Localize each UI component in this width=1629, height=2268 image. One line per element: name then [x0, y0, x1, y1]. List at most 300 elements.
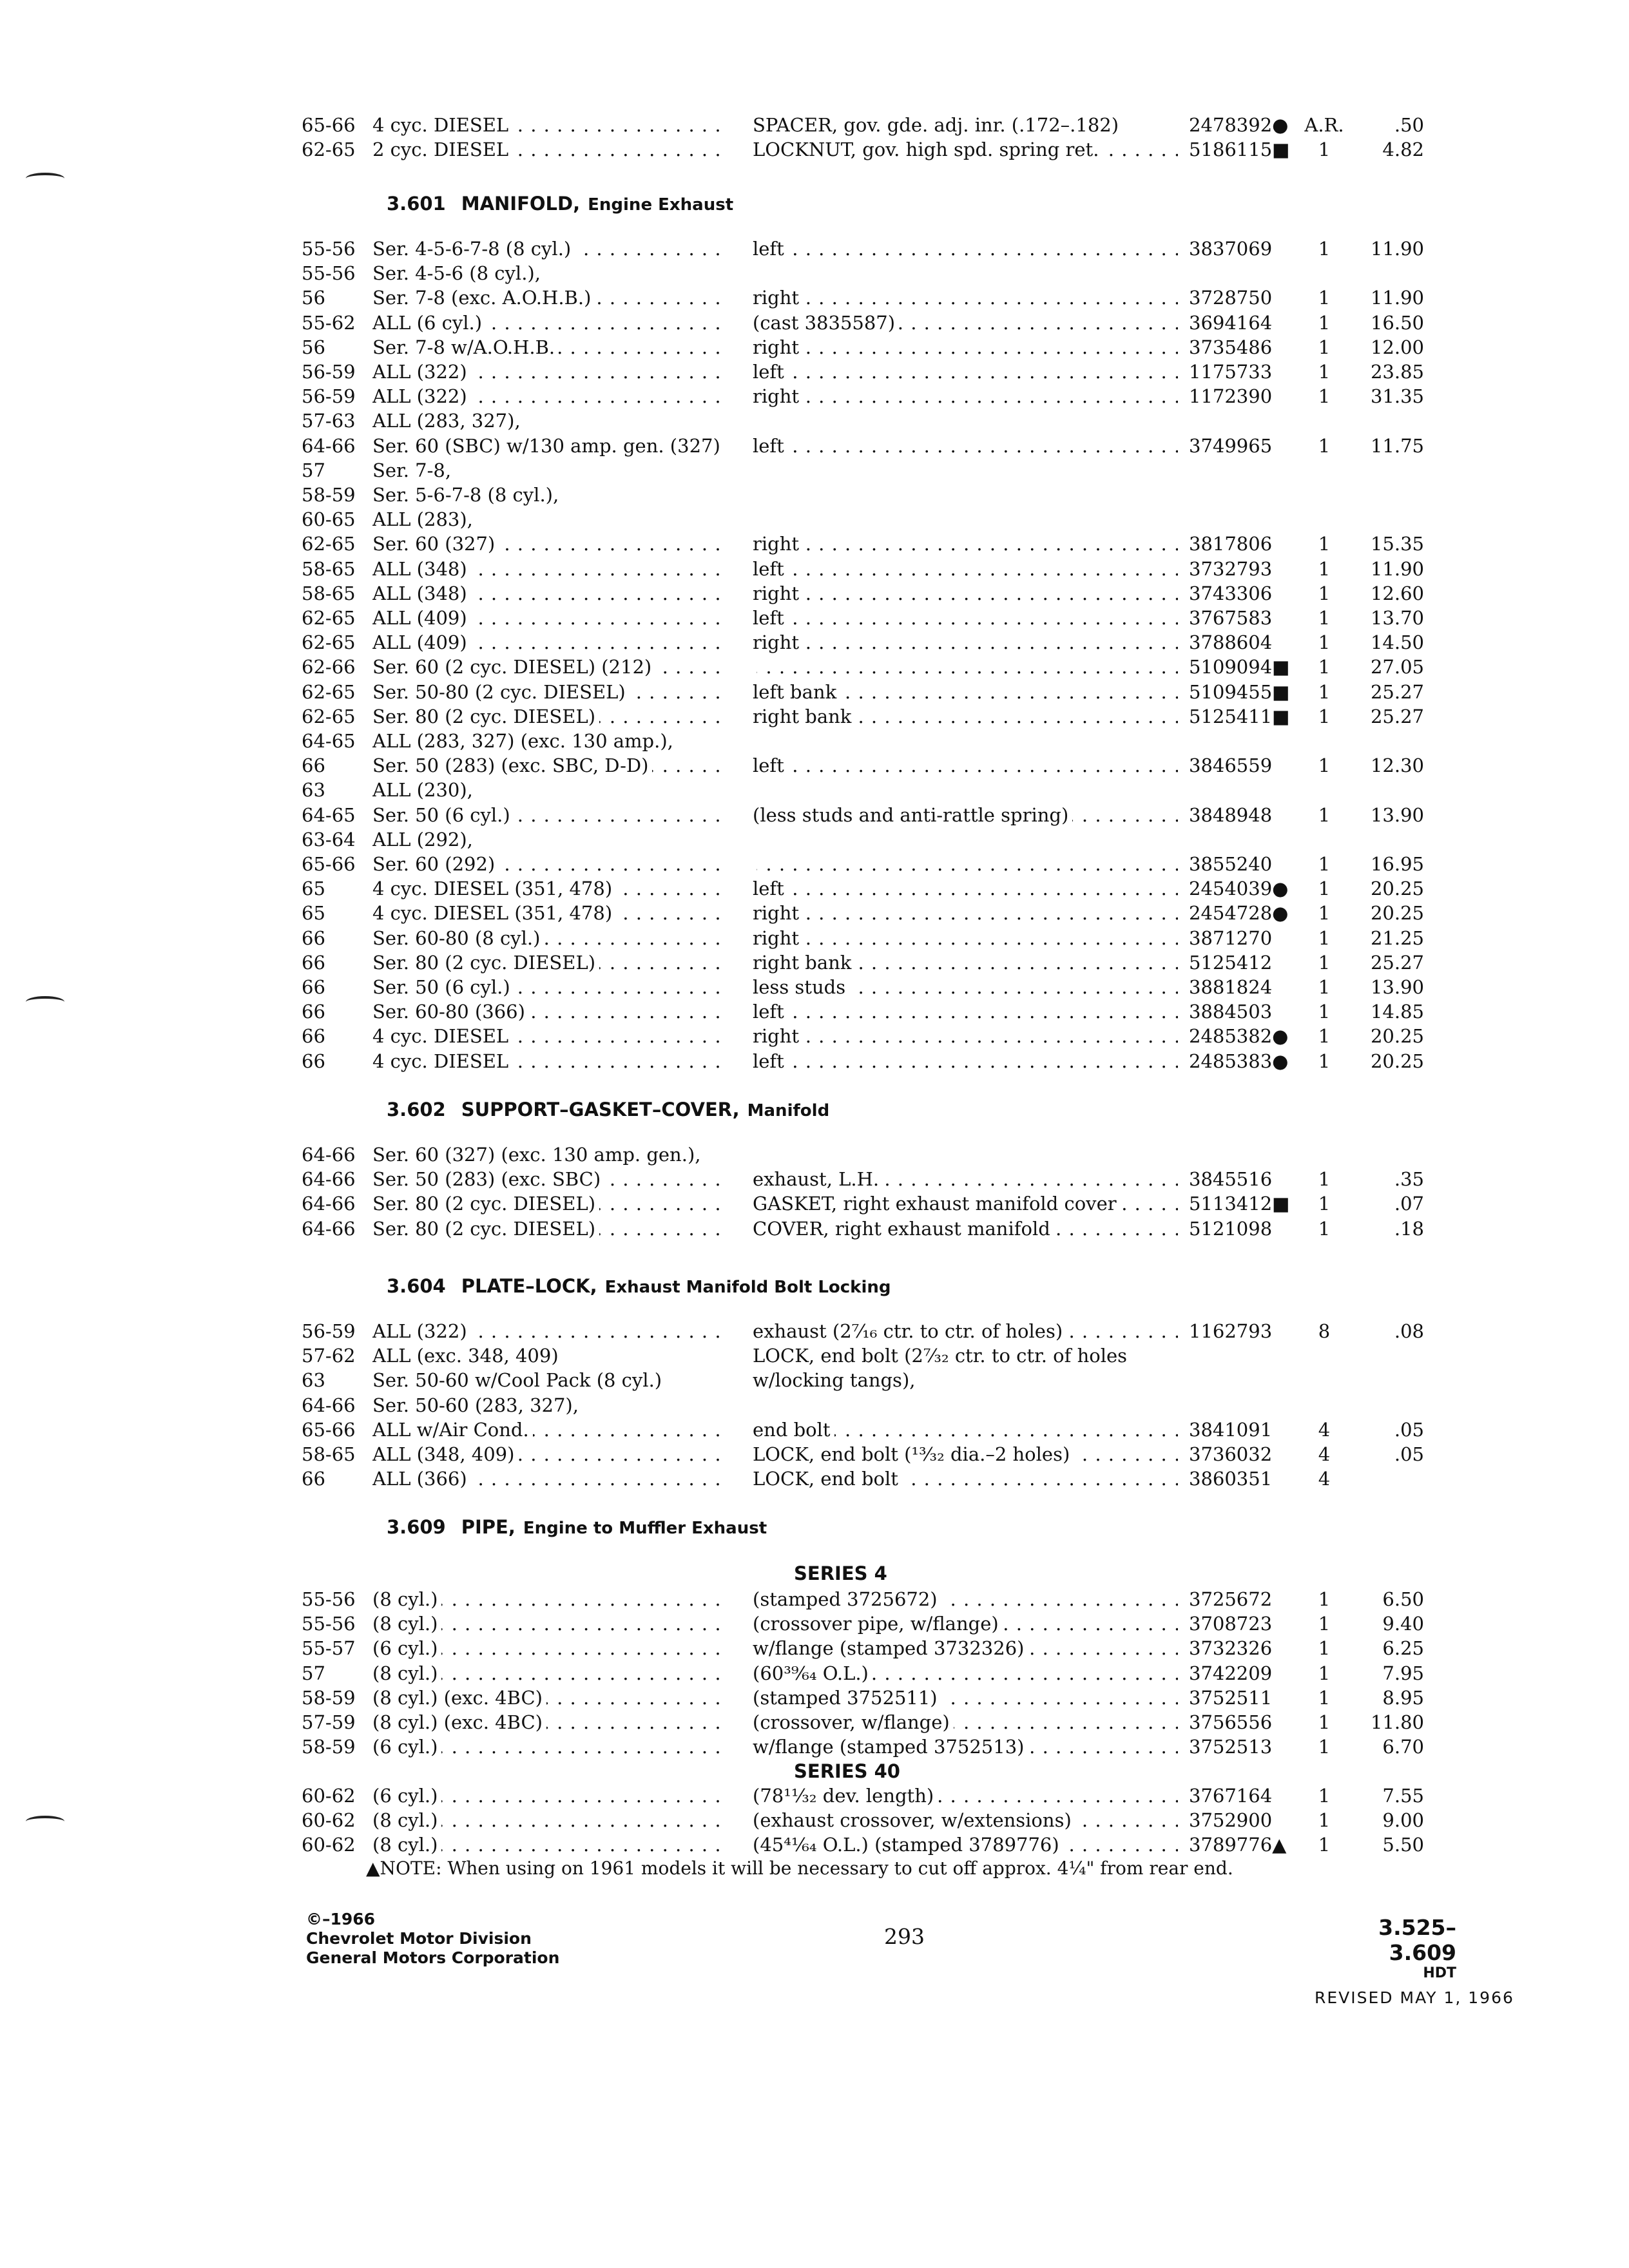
model-application-text: ALL (230),	[372, 779, 477, 801]
part-description-text	[753, 1144, 757, 1166]
model-years	[302, 556, 372, 582]
part-number-text: 3735486	[1189, 336, 1273, 358]
table-row	[0, 777, 1629, 803]
table-row	[0, 605, 1629, 631]
model-application-text: (6 cyl.)	[372, 1736, 441, 1758]
model-application	[372, 728, 728, 754]
series-heading: SERIES 4	[794, 1562, 887, 1584]
table-row	[0, 704, 1629, 729]
part-number	[1189, 1216, 1311, 1242]
table-row	[0, 1466, 1629, 1492]
model-application	[372, 605, 728, 631]
part-number-text: 3881824	[1189, 976, 1273, 998]
table-row	[0, 310, 1629, 336]
model-application	[372, 950, 728, 975]
model-years-text: 62-65	[302, 680, 356, 703]
part-number-text: 2485382●	[1189, 1025, 1289, 1048]
section-subtitle: Engine to Muffler Exhaust	[523, 1519, 767, 1538]
model-years	[302, 433, 372, 459]
model-application-text: Ser. 50 (6 cyl.)	[372, 976, 514, 998]
part-description-text: right	[753, 902, 803, 924]
model-years	[302, 1392, 372, 1418]
model-application-text: ALL (exc. 348, 409)	[372, 1345, 563, 1367]
table-row	[0, 1783, 1629, 1809]
part-description-text: right	[753, 631, 803, 653]
price-text: 9.40	[1382, 1613, 1424, 1635]
model-application	[372, 1783, 728, 1809]
model-application-text: Ser. 80 (2 cyc. DIESEL)	[372, 952, 599, 974]
part-description	[753, 1048, 1178, 1074]
model-application-text: ALL (348)	[372, 582, 471, 604]
model-application-text: Ser. 60-80 (366)	[372, 1001, 529, 1023]
model-application	[372, 900, 728, 926]
table-row	[0, 1367, 1629, 1393]
model-years-text: 57-59	[302, 1711, 356, 1733]
model-years	[302, 802, 372, 828]
part-number	[1189, 310, 1311, 336]
model-years	[302, 112, 372, 138]
part-number-text: 3845516	[1189, 1168, 1273, 1191]
part-description	[753, 851, 1178, 877]
quantity-text: 1	[1318, 656, 1331, 678]
quantity-text: 1	[1318, 607, 1331, 629]
price-text: 7.95	[1382, 1662, 1424, 1684]
model-years	[302, 1635, 372, 1661]
model-years-text: 66	[302, 927, 325, 949]
part-description-text: left	[753, 1050, 788, 1072]
price	[1340, 1807, 1424, 1833]
part-number	[1189, 950, 1311, 975]
price-text: 6.70	[1382, 1736, 1424, 1758]
table-row	[0, 1392, 1629, 1418]
part-description	[753, 1166, 1178, 1192]
model-application	[372, 704, 728, 729]
quantity-text: 1	[1318, 557, 1331, 580]
part-description	[753, 383, 1178, 409]
model-years	[302, 1216, 372, 1242]
quantity-text: 1	[1318, 927, 1331, 949]
model-years-text: 55-56	[302, 262, 356, 285]
part-description	[753, 236, 1178, 262]
model-application	[372, 310, 728, 336]
model-application	[372, 1685, 728, 1711]
copyright: ©–1966	[306, 1910, 376, 1928]
model-years	[302, 851, 372, 877]
part-number-text: 3752900	[1189, 1809, 1273, 1832]
price-text: 13.90	[1370, 976, 1424, 998]
part-description-text	[753, 459, 757, 481]
price-text: .50	[1394, 114, 1424, 136]
part-description-text	[753, 262, 757, 284]
part-description-text	[753, 853, 757, 875]
table-row	[0, 1166, 1629, 1192]
part-description	[753, 1466, 1178, 1492]
price	[1340, 310, 1424, 336]
price	[1340, 950, 1424, 975]
part-number	[1189, 1586, 1311, 1612]
model-years-text: 62-65	[302, 139, 356, 161]
quantity-text: 1	[1318, 1025, 1331, 1048]
model-years	[302, 1660, 372, 1686]
quantity-text: 1	[1318, 1588, 1331, 1610]
model-application	[372, 876, 728, 901]
price	[1340, 1832, 1424, 1858]
model-application	[372, 1343, 728, 1369]
model-application-text: Ser. 7-8 w/A.O.H.B.	[372, 336, 559, 358]
part-number	[1189, 359, 1311, 385]
part-number-text: 5125411■	[1189, 705, 1290, 727]
table-row	[0, 999, 1629, 1024]
part-number-text: 3732793	[1189, 557, 1273, 580]
table-row	[0, 1832, 1629, 1858]
model-application-text: Ser. 4-5-6-7-8 (8 cyl.)	[372, 238, 575, 260]
quantity-text: 1	[1318, 976, 1331, 998]
part-description	[753, 1216, 1178, 1242]
model-years-text: 64-65	[302, 730, 356, 752]
model-application	[372, 1635, 728, 1661]
quantity-text: 1	[1318, 1637, 1331, 1660]
model-years-text: 55-56	[302, 238, 356, 260]
model-application	[372, 506, 728, 532]
price-text: 13.70	[1370, 607, 1424, 629]
price	[1340, 359, 1424, 385]
part-number-text: 3728750	[1189, 287, 1273, 309]
quantity-text: 1	[1318, 951, 1331, 974]
part-description	[753, 777, 1178, 803]
part-description-text	[753, 1394, 757, 1416]
model-years	[302, 260, 372, 286]
price-text: 20.25	[1370, 878, 1424, 900]
model-application	[372, 1191, 728, 1216]
part-description-text: left	[753, 878, 788, 899]
model-years-text: 60-62	[302, 1809, 356, 1832]
price-text: 11.75	[1370, 434, 1424, 457]
price-text: 4.82	[1382, 139, 1424, 161]
division-name: Chevrolet Motor Division	[306, 1929, 532, 1948]
part-number-text: 5186115■	[1189, 139, 1290, 161]
section-subtitle: Exhaust Manifold Bolt Locking	[604, 1278, 891, 1297]
part-number	[1189, 1635, 1311, 1661]
part-number	[1189, 679, 1311, 705]
price-text: .05	[1394, 1418, 1424, 1441]
model-years	[302, 285, 372, 311]
model-years	[302, 629, 372, 655]
model-years-text: 64-66	[302, 434, 356, 457]
model-years	[302, 1367, 372, 1393]
model-years-text: 56-59	[302, 361, 356, 383]
model-years-text: 64-66	[302, 1168, 356, 1191]
part-number	[1189, 1709, 1311, 1735]
price-text: 27.05	[1370, 656, 1424, 678]
table-row	[0, 1191, 1629, 1216]
table-row	[0, 1635, 1629, 1661]
part-description	[753, 457, 1178, 483]
price	[1340, 1216, 1424, 1242]
part-number-text: 3736032	[1189, 1443, 1273, 1465]
part-description-text: left	[753, 1001, 788, 1023]
model-application	[372, 1417, 728, 1443]
model-application-text: (8 cyl.)	[372, 1809, 441, 1831]
price	[1340, 1611, 1424, 1637]
model-years-text: 65	[302, 878, 325, 900]
part-description	[753, 1343, 1178, 1369]
model-application-text: 4 cyc. DIESEL (351, 478)	[372, 902, 616, 924]
model-years	[302, 1417, 372, 1443]
part-number-text: 1175733	[1189, 361, 1273, 383]
part-number	[1189, 1466, 1311, 1492]
quantity-text: 1	[1318, 705, 1331, 727]
part-description	[753, 359, 1178, 385]
model-application	[372, 1441, 728, 1467]
model-application	[372, 753, 728, 778]
model-application-text: Ser. 50-60 (283, 327),	[372, 1394, 583, 1416]
part-number-text: 3855240	[1189, 853, 1273, 875]
part-description	[753, 285, 1178, 311]
model-application	[372, 1611, 728, 1637]
model-years	[302, 1142, 372, 1168]
quantity-text: 1	[1318, 902, 1331, 925]
model-years-text: 66	[302, 1001, 325, 1023]
part-number-text: 5121098	[1189, 1217, 1273, 1240]
part-number-text: 3694164	[1189, 311, 1273, 334]
model-years-text: 66	[302, 1468, 325, 1490]
model-application-text: Ser. 5-6-7-8 (8 cyl.),	[372, 484, 563, 506]
part-description	[753, 1635, 1178, 1661]
price-text: 13.90	[1370, 803, 1424, 826]
price-text: 7.55	[1382, 1785, 1424, 1807]
quantity-text: 1	[1318, 1001, 1331, 1023]
quantity-text: 1	[1318, 878, 1331, 900]
model-application	[372, 359, 728, 385]
quantity-text: 1	[1318, 238, 1331, 260]
part-description	[753, 260, 1178, 286]
part-number-text: 3767164	[1189, 1785, 1273, 1807]
quantity-text: 1	[1318, 1168, 1331, 1191]
model-application-text: Ser. 60 (327)	[372, 533, 499, 555]
price-text: 31.35	[1370, 385, 1424, 408]
model-years-text: 63	[302, 779, 325, 802]
table-row	[0, 851, 1629, 877]
part-description-text: right bank	[753, 952, 855, 974]
table-row	[0, 974, 1629, 1000]
section-title: PLATE–LOCK,	[461, 1275, 597, 1297]
model-application-text: (8 cyl.)	[372, 1588, 441, 1610]
section-heading	[387, 1273, 891, 1300]
model-application-text: Ser. 4-5-6 (8 cyl.),	[372, 262, 545, 284]
price	[1340, 334, 1424, 360]
price	[1340, 1709, 1424, 1735]
part-description	[753, 704, 1178, 729]
model-years	[302, 679, 372, 705]
price-text: 12.00	[1370, 336, 1424, 358]
part-number-text: 3725672	[1189, 1588, 1273, 1610]
part-description-text	[753, 779, 757, 801]
quantity-text: 1	[1318, 1193, 1331, 1215]
part-number-text: 3884503	[1189, 1001, 1273, 1023]
part-description	[753, 802, 1178, 828]
table-row	[0, 359, 1629, 385]
part-description-text: right	[753, 287, 803, 309]
part-description-text: right bank	[753, 706, 855, 727]
model-application	[372, 581, 728, 606]
model-application-text: 4 cyc. DIESEL	[372, 114, 512, 136]
model-years-text: 58-59	[302, 1686, 356, 1709]
quantity-text: 1	[1318, 1711, 1331, 1733]
part-number-text: 3789776▲	[1189, 1834, 1287, 1856]
section-number: 3.609	[387, 1516, 446, 1538]
model-application-text: ALL (322)	[372, 385, 471, 407]
part-description-text: w/locking tangs),	[753, 1369, 919, 1391]
part-description-text: (stamped 3752511)	[753, 1687, 941, 1709]
part-number-text: 3743306	[1189, 582, 1273, 604]
table-row	[0, 531, 1629, 557]
model-years-text: 65-66	[302, 114, 356, 136]
part-number-text: 3837069	[1189, 238, 1273, 260]
table-row	[0, 876, 1629, 901]
quantity-text: 1	[1318, 680, 1331, 703]
model-application	[372, 137, 728, 162]
part-description-text: right	[753, 385, 803, 407]
model-years-text: 64-66	[302, 1394, 356, 1416]
part-description	[753, 753, 1178, 778]
section-heading	[387, 1514, 767, 1541]
table-row	[0, 112, 1629, 138]
part-number-text: 3756556	[1189, 1711, 1273, 1733]
table-row	[0, 1048, 1629, 1074]
model-years-text: 64-66	[302, 1193, 356, 1215]
model-years-text: 57-63	[302, 410, 356, 432]
model-years-text: 57	[302, 1662, 325, 1684]
model-application-text: ALL (348)	[372, 558, 471, 580]
model-years	[302, 876, 372, 901]
model-application-text: ALL w/Air Cond.	[372, 1419, 533, 1441]
revised-date: REVISED MAY 1, 1966	[1315, 1988, 1514, 2007]
model-years	[302, 654, 372, 680]
part-number	[1189, 112, 1311, 138]
table-row	[0, 383, 1629, 409]
quantity-text: 1	[1318, 1785, 1331, 1807]
price	[1340, 531, 1424, 557]
table-row	[0, 236, 1629, 262]
part-description-text: left	[753, 361, 788, 383]
model-application	[372, 556, 728, 582]
part-number-text: 2478392●	[1189, 114, 1289, 136]
section-heading	[387, 191, 733, 218]
part-description-text: LOCK, end bolt (2⁷⁄₃₂ ctr. to ctr. of holes	[753, 1345, 1131, 1367]
table-row	[0, 1318, 1629, 1344]
price	[1340, 1417, 1424, 1443]
model-application-text: ALL (292),	[372, 829, 477, 850]
model-years	[302, 1191, 372, 1216]
part-description-text	[753, 730, 757, 752]
part-description	[753, 925, 1178, 951]
part-description-text: (exhaust crossover, w/extensions)	[753, 1809, 1075, 1831]
part-description-text: COVER, right exhaust manifold	[753, 1218, 1054, 1240]
model-years	[302, 605, 372, 631]
price-text: 11.90	[1370, 557, 1424, 580]
part-description	[753, 334, 1178, 360]
part-number	[1189, 556, 1311, 582]
model-application	[372, 1832, 728, 1858]
price-text: 11.90	[1370, 287, 1424, 309]
model-application	[372, 383, 728, 409]
part-description-text: end bolt	[753, 1419, 834, 1441]
table-row	[0, 802, 1629, 828]
quantity-text: 1	[1318, 336, 1331, 358]
price	[1340, 1318, 1424, 1344]
part-number	[1189, 900, 1311, 926]
model-years-text: 64-65	[302, 803, 356, 826]
model-years	[302, 531, 372, 557]
part-number	[1189, 1441, 1311, 1467]
quantity-text: 1	[1318, 853, 1331, 875]
table-row	[0, 1023, 1629, 1049]
model-application-text: Ser. 60 (SBC) w/130 amp. gen. (327)	[372, 435, 724, 457]
part-description-text: (stamped 3725672)	[753, 1588, 941, 1610]
part-description	[753, 1023, 1178, 1049]
model-years-text: 56-59	[302, 1320, 356, 1342]
price-text: 21.25	[1370, 927, 1424, 949]
section-subtitle: Manifold	[747, 1101, 830, 1120]
model-years-text: 60-65	[302, 508, 356, 531]
part-description	[753, 974, 1178, 1000]
quantity	[1295, 1466, 1353, 1492]
part-number-text: 3708723	[1189, 1613, 1273, 1635]
price-text: 15.35	[1370, 533, 1424, 555]
model-application-text: 4 cyc. DIESEL (351, 478)	[372, 878, 616, 899]
table-row	[0, 334, 1629, 360]
model-application-text: Ser. 50-60 w/Cool Pack (8 cyl.)	[372, 1369, 666, 1391]
part-number	[1189, 654, 1311, 680]
part-description-text: GASKET, right exhaust manifold cover	[753, 1193, 1121, 1215]
model-application-text: Ser. 50-80 (2 cyc. DIESEL)	[372, 681, 630, 703]
part-description	[753, 1441, 1178, 1467]
model-years	[302, 1023, 372, 1049]
part-number-text: 3742209	[1189, 1662, 1273, 1684]
model-years	[302, 1343, 372, 1369]
table-row	[0, 137, 1629, 162]
price	[1340, 236, 1424, 262]
model-application	[372, 433, 728, 459]
model-application-text: ALL (322)	[372, 1320, 471, 1342]
table-row	[0, 1807, 1629, 1833]
part-description	[753, 1685, 1178, 1711]
model-application-text: Ser. 60 (327) (exc. 130 amp. gen.),	[372, 1144, 704, 1166]
table-row	[0, 1709, 1629, 1735]
model-years-text: 58-65	[302, 1443, 356, 1465]
part-number	[1189, 581, 1311, 606]
price-text: 25.27	[1370, 680, 1424, 703]
model-years	[302, 506, 372, 532]
price	[1340, 999, 1424, 1024]
part-number-text: 3767583	[1189, 607, 1273, 629]
model-application-text: 4 cyc. DIESEL	[372, 1050, 512, 1072]
model-years-text: 62-65	[302, 533, 356, 555]
model-application-text: ALL (409)	[372, 631, 471, 653]
model-years-text: 66	[302, 1050, 325, 1072]
model-years-text: 63	[302, 1369, 325, 1392]
model-years-text: 58-59	[302, 1736, 356, 1758]
price-text: 25.27	[1370, 951, 1424, 974]
price-text: 11.90	[1370, 238, 1424, 260]
part-description	[753, 1367, 1178, 1393]
quantity-text: 1	[1318, 1050, 1331, 1072]
quantity-text: 1	[1318, 385, 1331, 408]
table-row	[0, 1216, 1629, 1242]
model-application	[372, 802, 728, 828]
model-years	[302, 900, 372, 926]
model-application-text: (6 cyl.)	[372, 1637, 441, 1659]
